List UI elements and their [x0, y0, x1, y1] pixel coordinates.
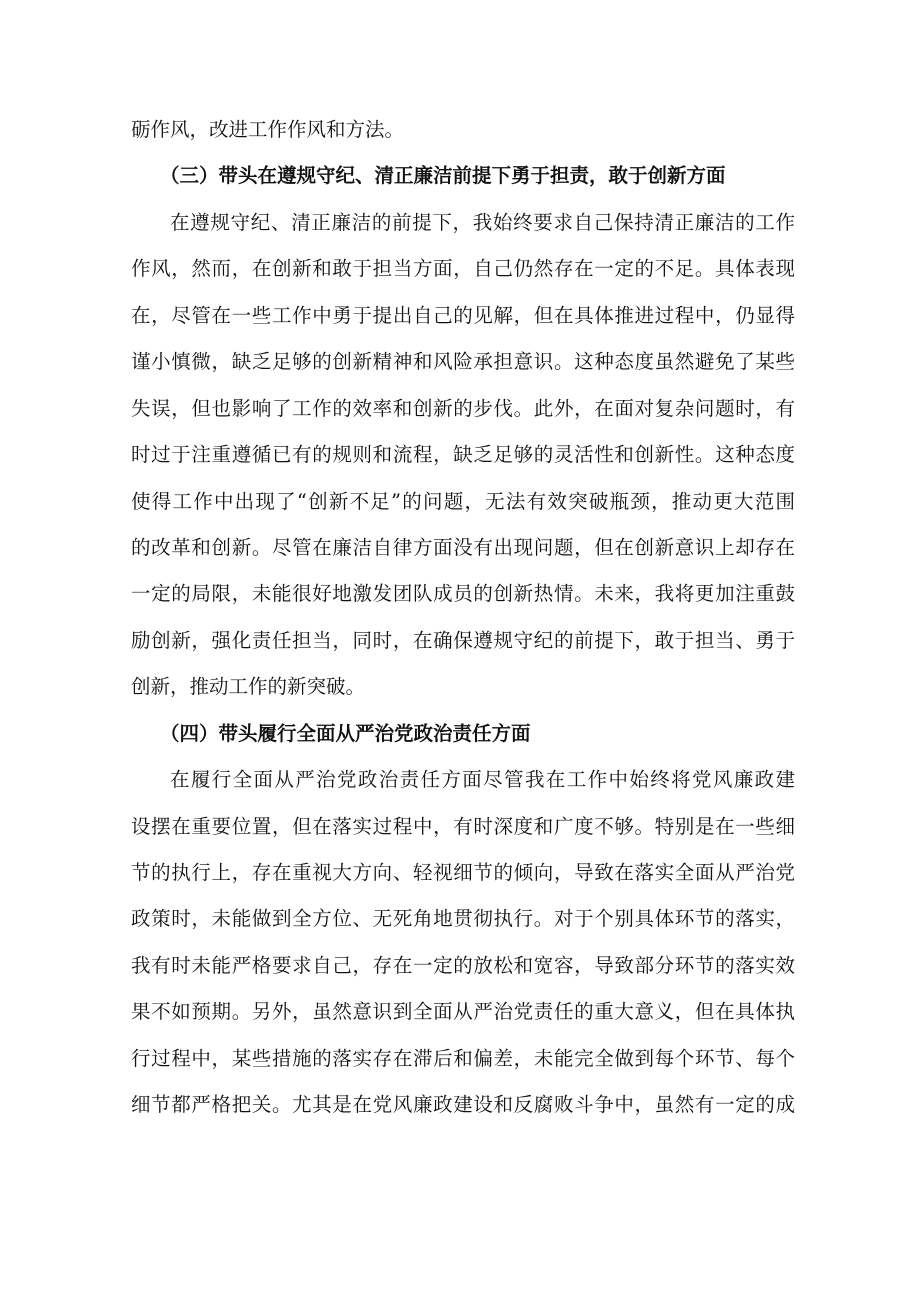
section-heading-3: （三）带头在遵规守纪、清正廉洁前提下勇于担责，敢于创新方面: [160, 164, 726, 188]
paragraph-line: 在，尽管在一些工作中勇于提出自己的见解，但在具体推进过程中，仍显得: [131, 303, 795, 327]
paragraph-line: 在履行全面从严治党政治责任方面尽管我在工作中始终将党风廉政建: [170, 768, 795, 792]
paragraph-line: 政策时，未能做到全方位、无死角地贯彻执行。对于个别具体环节的落实，: [131, 907, 795, 931]
paragraph-line: 使得工作中出现了“创新不足”的问题，无法有效突破瓶颈，推动更大范围: [131, 489, 795, 513]
paragraph-line: 行过程中，某些措施的落实存在滞后和偏差，未能完全做到每个环节、每个: [131, 1046, 795, 1070]
paragraph-line: 谨小慎微，缺乏足够的创新精神和风险承担意识。这种态度虽然避免了某些: [131, 350, 795, 374]
paragraph-line: 创新，推动工作的新突破。: [131, 675, 366, 699]
paragraph-line: 设摆在重要位置，但在落实过程中，有时深度和广度不够。特别是在一些细: [131, 814, 795, 838]
paragraph-line: 作风，然而，在创新和敢于担当方面，自己仍然存在一定的不足。具体表现: [131, 257, 795, 281]
paragraph-line: 在遵规守纪、清正廉洁的前提下，我始终要求自己保持清正廉洁的工作: [170, 210, 795, 234]
paragraph-line: 时过于注重遵循已有的规则和流程，缺乏足够的灵活性和创新性。这种态度: [131, 443, 795, 467]
paragraph-line: 失误，但也影响了工作的效率和创新的步伐。此外，在面对复杂问题时，有: [131, 396, 795, 420]
paragraph-line: 节的执行上，存在重视大方向、轻视细节的倾向，导致在落实全面从严治党: [131, 861, 795, 884]
section-heading-4: （四）带头履行全面从严治党政治责任方面: [160, 721, 531, 745]
paragraph-line: 砺作风，改进工作作风和方法。: [131, 118, 405, 141]
paragraph-line: 一定的局限，未能很好地激发团队成员的创新热情。未来，我将更加注重鼓: [131, 582, 795, 606]
paragraph-line: 细节都严格把关。尤其是在党风廉政建设和反腐败斗争中，虽然有一定的成: [131, 1093, 795, 1117]
paragraph-line: 果不如预期。另外，虽然意识到全面从严治党责任的重大意义，但在具体执: [131, 1000, 795, 1024]
paragraph-line: 励创新，强化责任担当，同时，在确保遵规守纪的前提下，敢于担当、勇于: [131, 628, 795, 652]
paragraph-line: 的改革和创新。尽管在廉洁自律方面没有出现问题，但在创新意识上却存在: [131, 535, 795, 559]
document-body: [131, 114, 795, 1136]
paragraph-line: 我有时未能严格要求自己，存在一定的放松和宽容，导致部分环节的落实效: [131, 953, 795, 977]
